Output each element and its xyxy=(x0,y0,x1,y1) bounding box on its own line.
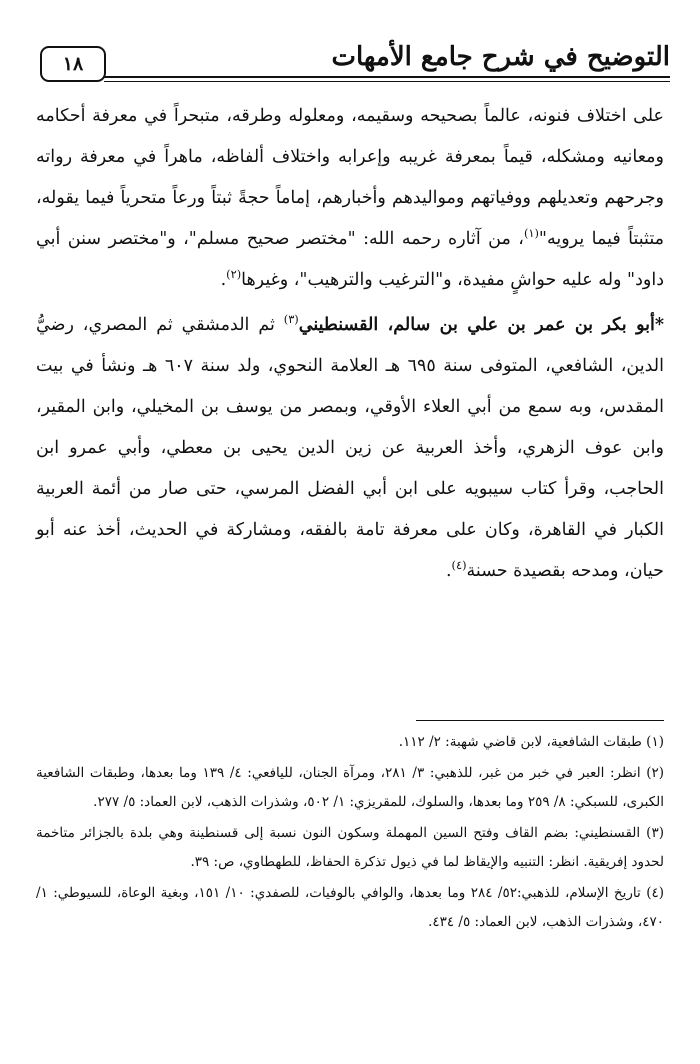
paragraph-1-text-a: على اختلاف فنونه، عالماً بصحيحه وسقيمه، ومعلوله وطرقه، متبحراً في معرفة أحكامه ومعانيه ومشكله، قيماً بمعرفة غريبه وإعرابه واختلاف ألفاظه، ماهراً في معرفة رواته وجرحهم وتعديلهم ووفياتهم ومواليدهم وأخبارهم، إماماً حجةً ثبتاً ورعاً متحرياً فيما يقوله، متثبتاً فيما يرويه" xyxy=(36,106,664,249)
header-rule xyxy=(104,76,670,78)
paragraph-2-text-c: . xyxy=(445,561,452,581)
footnote-ref-2: (٢) xyxy=(226,267,242,282)
paragraph-2-text-a: أبو بكر بن عمر بن علي بن سالم، القسنطيني xyxy=(298,315,655,335)
footnote-separator xyxy=(416,720,664,721)
footnote-1: (١) طبقات الشافعية، لابن قاضي شهبة: ٢/ ١١٢. xyxy=(398,734,664,750)
footnote-4: (٤) تاريخ الإسلام، للذهبي:٥٢/ ٢٨٤ وما بعدها، والوافي بالوفيات، للصفدي: ١٠/ ١٥١، وبغية الوعاة، للسيوطي: ١/ ٤٧٠، وشذرات الذهب، لابن العماد: ٥/ ٤٣٤. xyxy=(36,885,665,930)
paragraph-2-text-b: ثم الدمشقي ثم المصري، رضيُّ الدين، الشافعي، المتوفى سنة ٦٩٥ هـ العلامة النحوي، ولد سنة ٦٠٧ هـ ونشأ في بيت المقدس، وبه سمع من أبي العلاء الأوقي، وبمصر من يوسف بن المخيلي، وابن المقير، وابن عوف الزهري، وأخذ العربية عن زين الدين يحيى بن معطي، وأبي عمرو ابن الحاجب، وقرأ كتاب سيبويه على ابن أبي الفضل المرسي، حتى صار من أئمة العربية الكبار في القاهرة، وكان على معرفة تامة بالفقه، ومشاركة في الحديث، أخذ عنه أبو حيان، ومدحه بقصيدة حسنة xyxy=(36,315,664,581)
paragraph-1-text-b: ، من آثاره رحمه الله: "مختصر صحيح مسلم"، و"مختصر سنن أبي داود" وله عليه حواشٍ مفيدة، و"الترغيب والترهيب"، وغيرها xyxy=(36,229,664,290)
footnote-2: (٢) انظر: العبر في خبر من غبر، للذهبي: ٣/ ٢٨١، ومرآة الجنان، لليافعي: ٤/ ١٣٩ وما بعدها، وطبقات الشافعية الكبرى، للسبكي: ٨/ ٢٥٩ وما بعدها، والسلوك، للمقريزي: ١/ ٥٠٢، وشذرات الذهب، لابن العماد: ٥/ ٢٧٧. xyxy=(36,765,665,810)
running-title: التوضيح في شرح جامع الأمهات xyxy=(331,42,670,72)
entry-star-marker: * xyxy=(654,315,664,335)
paragraph-2 xyxy=(36,305,664,592)
paragraph-1 xyxy=(36,96,664,301)
footnotes xyxy=(36,728,664,937)
main-text xyxy=(36,96,664,592)
page-header xyxy=(40,40,670,90)
footnote-ref-1: (١) xyxy=(523,226,539,241)
page-number: ١٨ xyxy=(40,46,106,82)
paragraph-1-text-c: . xyxy=(220,270,227,290)
footnote-ref-3: (٣) xyxy=(283,312,299,327)
footnote-3: (٣) القسنطيني: بضم القاف وفتح السين المهملة وسكون النون نسبة إلى قسنطينة وهي بلدة بالجزائر متاخمة لحدود إفريقية. انظر: التنبيه والإيقاظ لما في ذيول تذكرة الحفاظ، للطهطاوي، ص: ٣٩. xyxy=(36,825,664,870)
footnote-ref-4: (٤) xyxy=(451,558,467,573)
header-rule-thin xyxy=(104,81,670,82)
